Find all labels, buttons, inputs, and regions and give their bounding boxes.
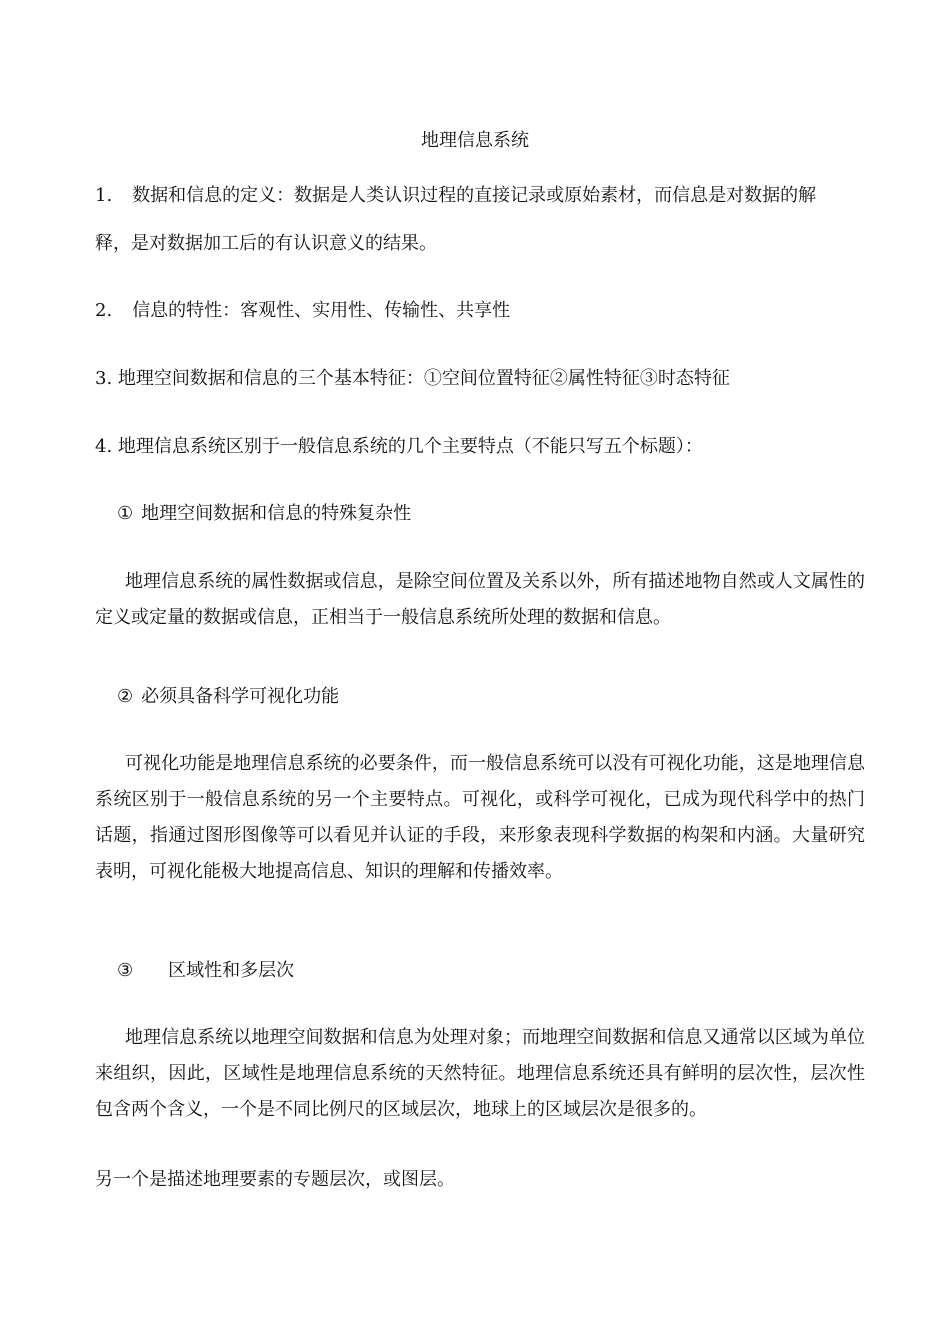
feature-heading-text: 必须具备科学可视化功能 (141, 686, 340, 707)
item-text: 数据和信息的定义：数据是人类认识过程的直接记录或原始素材，而信息是对数据的解 (132, 185, 817, 206)
feature-marker: ② (117, 686, 134, 707)
feature-2-body: 可视化功能是地理信息系统的必要条件，而一般信息系统可以没有可视化功能，这是地理信息系统区别于一般信息系统的另一个主要特点。可视化，或科学可视化，已成为现代科学中的热门话题，指通过图形图像等可以看见并认证的手段，来形象表现科学数据的构架和内涵。大量研究表明，可视化能极大地提高信息、知识的理解和传播效率。 (95, 753, 865, 882)
item-number: 2. (95, 300, 113, 321)
feature-3-body-last: 另一个是描述地理要素的专题层次，或图层。 (95, 1169, 455, 1190)
item-number: 3. (95, 368, 113, 389)
feature-heading-text: 区域性和多层次 (168, 960, 295, 981)
item-text: 地理空间数据和信息的三个基本特征：①空间位置特征②属性特征③时态特征 (117, 368, 730, 389)
item-1-continuation (95, 232, 875, 256)
feature-3-body: 地理信息系统以地理空间数据和信息为处理对象；而地理空间数据和信息又通常以区域为单位来组织，因此，区域性是地理信息系统的天然特征。地理信息系统还具有鲜明的层次性，层次性包含两个含义，一个是不同比例尺的区域层次，地球上的区域层次是很多的。 (95, 1027, 865, 1120)
item-3 (95, 367, 875, 391)
feature-3-heading (117, 959, 294, 983)
feature-1-body: 地理信息系统的属性数据或信息，是除空间位置及关系以外，所有描述地物自然或人文属性的定义或定量的数据或信息，正相当于一般信息系统所处理的数据和信息。 (95, 571, 865, 628)
document-title: 地理信息系统 (421, 130, 529, 151)
item-number: 1. (95, 185, 113, 206)
feature-marker: ③ (117, 960, 134, 981)
item-text: 信息的特性：客观性、实用性、传输性、共享性 (132, 300, 511, 321)
item-4 (95, 435, 875, 459)
feature-2-heading (117, 685, 339, 709)
item-number: 4. (95, 436, 113, 457)
feature-heading-text: 地理空间数据和信息的特殊复杂性 (141, 503, 412, 524)
feature-1-heading (117, 502, 411, 526)
item-1 (95, 184, 875, 208)
item-text: 地理信息系统区别于一般信息系统的几个主要特点（不能只写五个标题）： (117, 436, 703, 457)
feature-marker: ① (117, 503, 134, 524)
item-2 (95, 299, 875, 323)
item-text-continued: 释，是对数据加工后的有认识意义的结果。 (95, 233, 437, 254)
